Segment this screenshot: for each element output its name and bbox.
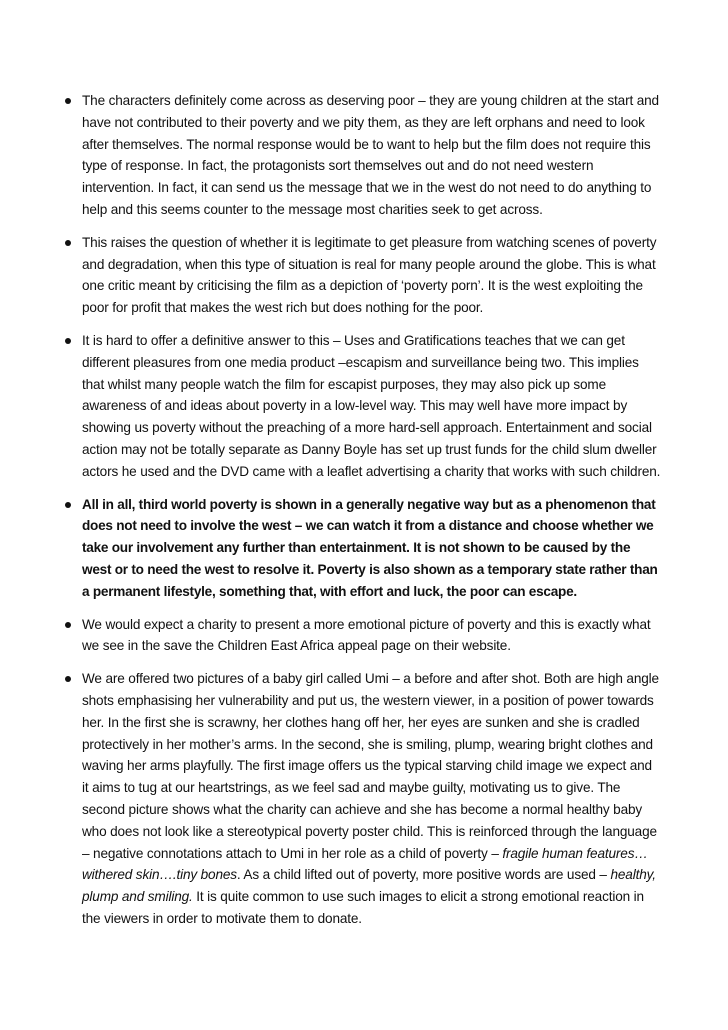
bullet-icon [65,98,71,104]
bullet-item-summary [62,494,662,603]
paragraph-quote-positive: healthy, plump and smiling. [82,867,656,905]
paragraph-text-part1: We are offered two pictures of a baby girl called Umi – a before and after shot. Both are high angle shots emphasising her vulnerability and put us, the western viewer, in a position of power towards her. In the first she is scrawny, her clothes hang off her, her eyes are sunken and she is cradled protectively in her mother’s arms. In the second, she is smiling, plump, wearing bright clothes and waving her arms playfully. The first image offers us the typical starving child image we expect and it aims to tug at our heartstrings, as we feel sad and maybe guilty, motivating us to give. The second picture shows what the charity can achieve and she has become a normal healthy baby who does not look like a stereotypical poverty poster child. This is reinforced through the language – negative connotations attach to Umi in her role as a child of poverty – [82,671,659,861]
bullet-item-charity-expectation [62,614,662,658]
paragraph-text-part2: . As a child lifted out of poverty, more positive words are used – [236,867,611,883]
paragraph-text: The characters definitely come across as deserving poor – they are young children at the start and have not contributed to their poverty and we pity them, as they are left orphans and need to look after themselves. The normal response would be to want to help but the film does not require this type of response. In fact, the protagonists sort themselves out and do not need western intervention. In fact, it can send us the message that we in the west do not need to do anything to help and this seems counter to the message most charities seek to get across. [82,93,659,217]
bullet-icon [65,240,71,246]
bullet-icon [65,338,71,344]
paragraph-text: All in all, third world poverty is shown in a generally negative way but as a phenomenon that does not need to involve the west – we can watch it from a distance and choose whether we take our involvement any further than entertainment. It is not shown to be caused by the west or to need the west to resolve it. Poverty is also shown as a temporary state rather than a permanent lifestyle, something that, with effort and luck, the poor can escape. [82,496,658,599]
bullet-icon [65,676,71,682]
bullet-icon [65,502,71,508]
paragraph-text: We would expect a charity to present a more emotional picture of poverty and this is exactly what we see in the save the Children East Africa appeal page on their website. [82,616,651,654]
bullet-item-uses-gratifications [62,330,662,483]
bullet-item-poverty-porn [62,232,662,319]
paragraph-text: It is hard to offer a definitive answer to this – Uses and Gratifications teaches that we can get different pleasures from one media product –escapism and surveillance being two. This implies that whilst many people watch the film for escapist purposes, they may also pick up some awareness of and ideas about poverty in a low-level way. This may well have more impact by showing us poverty without the preaching of a more hard-sell approach. Entertainment and social action may not be totally separate as Danny Boyle has set up trust funds for the child slum dweller actors he used and the DVD came with a leaflet advertising a charity that works with such children. [82,332,661,479]
paragraph-text: This raises the question of whether it is legitimate to get pleasure from watching scenes of poverty and degradation, when this type of situation is real for many people around the globe. This is what one critic meant by criticising the film as a depiction of ‘poverty porn’. It is the west exploiting the poor for profit that makes the west rich but does nothing for the poor. [82,234,657,316]
bullet-item-umi-analysis [62,668,662,930]
paragraph-text-part3: It is quite common to use such images to elicit a strong emotional reaction in the viewers in order to motivate them to donate. [82,889,644,926]
bullet-icon [65,622,71,628]
paragraph-quote-negative: fragile human features…withered skin….tiny bones [82,845,648,883]
bullet-item-deserving-poor [62,90,662,221]
bullet-list [62,90,662,941]
